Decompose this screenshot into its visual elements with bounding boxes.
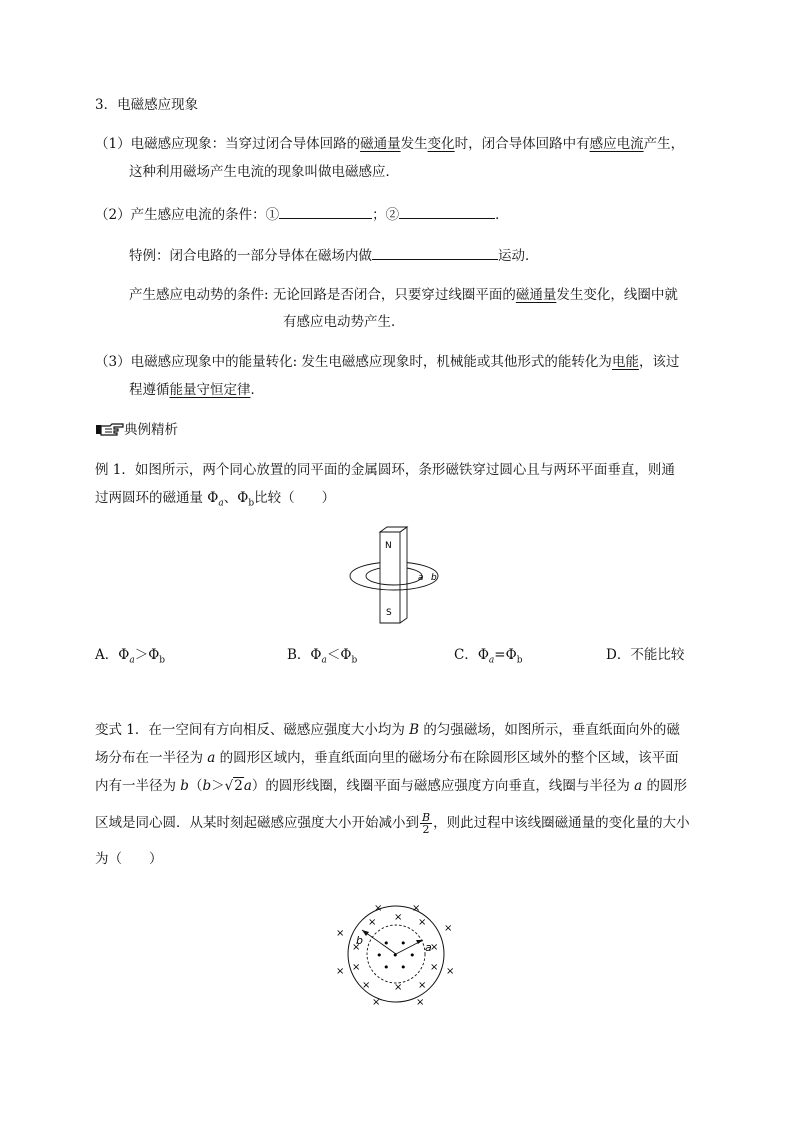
text: 电磁感应现象：当穿过闭合导体回路的 <box>130 136 361 152</box>
text: 运动． <box>498 248 539 264</box>
item-number: （2） <box>95 207 131 223</box>
svg-text:•: • <box>400 961 407 974</box>
emf-condition-line-2: 有感应电动势产生． <box>283 314 405 330</box>
underlined-term: 磁通量 <box>515 287 557 303</box>
svg-text:×: × <box>430 962 439 973</box>
text: ；② <box>372 207 400 223</box>
subscript: a <box>218 498 224 509</box>
underlined-term: 磁通量 <box>360 136 401 152</box>
examples-header-label: 典例精析 <box>124 422 178 438</box>
north-pole-label: N <box>385 541 392 551</box>
item-number: （3） <box>95 354 131 370</box>
underlined-term: 变化 <box>427 136 455 152</box>
svg-text:×: × <box>352 942 361 953</box>
paragraph-3-line-2 <box>129 381 264 399</box>
text: 发生 <box>400 136 428 152</box>
svg-text:•: • <box>383 937 390 950</box>
text: 产生感应电动势的条件: 无论回路是否闭合，只要穿过线圈平面的 <box>129 287 516 303</box>
svg-text:×: × <box>374 903 383 914</box>
svg-text:×: × <box>444 923 453 934</box>
svg-text:×: × <box>394 912 403 923</box>
fill-blank-2[interactable] <box>399 204 495 219</box>
svg-text:×: × <box>416 997 425 1008</box>
variant-1-line-5: 为（ ） <box>95 851 163 867</box>
magnetic-field-circles-figure <box>334 898 464 1013</box>
sqrt-expression: √2a <box>224 778 252 794</box>
text: 过两圆环的磁通量 Φ <box>95 490 219 506</box>
text: ． <box>250 382 264 398</box>
svg-text:×: × <box>430 942 439 953</box>
svg-text:×: × <box>368 917 377 928</box>
variant-1-line-1: 变式 1．在一空间有方向相反、磁感应强度大小均为 B 的匀强磁场，如图所示，垂直纸面向外的磁 <box>95 722 680 738</box>
option-b[interactable]: B．$\Phi_a<\Phi_b$ <box>287 647 358 666</box>
svg-text:×: × <box>372 997 381 1008</box>
section-heading: 3．电磁感应现象 <box>95 97 199 113</box>
magnet-rings-figure <box>344 526 446 626</box>
emf-condition-line-1 <box>129 286 678 304</box>
ring-a-label: a <box>418 573 424 583</box>
text: ． <box>495 207 509 223</box>
svg-text:×: × <box>418 917 427 928</box>
svg-text:•: • <box>400 937 407 950</box>
text: 产生感应电流的条件：① <box>130 207 280 223</box>
example-1-line-1: 例 1．如图所示，两个同心放置的同平面的金属圆环，条形磁铁穿过圆心且与两环平面垂直，则通 <box>95 462 675 478</box>
text: 比较（ ） <box>254 490 336 506</box>
variant-1-line-2: 场分布在一半径为 a 的圆形区域内，垂直纸面向里的磁场分布在除圆形区域外的整个区域，该平面 <box>95 750 679 766</box>
svg-text:×: × <box>336 928 345 939</box>
text: 、Φ <box>223 490 249 506</box>
variant-1-line-4: 区域是同心圆．从某时刻起磁感应强度大小开始减小到 $\frac{B}{2}$ ，则此过程中该线圈磁通量的变化量的大小 <box>95 811 690 836</box>
svg-text:×: × <box>412 903 421 914</box>
pointing-hand-icon <box>96 422 124 436</box>
underlined-term: 感应电流 <box>589 136 644 152</box>
svg-text:×: × <box>446 966 455 977</box>
paragraph-1-line-1 <box>95 135 684 153</box>
paragraph-2-line-1 <box>95 204 509 224</box>
svg-text:×: × <box>418 980 427 991</box>
svg-text:×: × <box>362 980 371 991</box>
fraction-b-over-2: $\frac{B}{2}$ <box>422 811 431 836</box>
text: ，该过 <box>638 354 680 370</box>
radius-a-label: a <box>425 941 432 954</box>
option-d[interactable]: D．不能比较 <box>606 647 685 663</box>
example-1-line-2 <box>95 489 335 513</box>
paragraph-3-line-1 <box>95 353 679 371</box>
underlined-term: 能量守恒定律 <box>169 382 251 398</box>
text: 特例：闭合电路的一部分导体在磁场内做 <box>129 248 372 264</box>
south-pole-label: S <box>386 608 392 618</box>
svg-text:•: • <box>409 949 416 962</box>
svg-text:•: • <box>383 961 390 974</box>
svg-text:×: × <box>352 962 361 973</box>
svg-text:×: × <box>394 982 403 993</box>
text: 电磁感应现象中的能量转化: 发生电磁感应现象时，机械能或其他形式的能转化为 <box>130 354 612 370</box>
text: 时，闭合导体回路中有 <box>454 136 590 152</box>
variant-1-line-3: 内有一半径为 b（b＞√2a）的圆形线圈，线圈平面与磁感应强度方向垂直，线圈与半径为 a 的圆形 <box>95 778 688 794</box>
text: 发生变化，线圈中就 <box>556 287 678 303</box>
option-a[interactable]: A．$\Phi_a>\Phi_b$ <box>95 647 166 666</box>
special-case-line <box>129 245 539 265</box>
text: 程遵循 <box>129 382 170 398</box>
fill-blank-3[interactable] <box>372 245 498 260</box>
examples-header <box>96 421 178 439</box>
text: 产生， <box>643 136 685 152</box>
item-number: （1） <box>95 136 131 152</box>
svg-text:•: • <box>376 949 383 962</box>
ring-b-label: b <box>431 573 437 583</box>
option-c[interactable]: C．$\Phi_a=\Phi_b$ <box>454 647 523 666</box>
underlined-term: 电能 <box>611 354 639 370</box>
svg-text:×: × <box>336 966 345 977</box>
fill-blank-1[interactable] <box>279 204 372 219</box>
svg-text:•: • <box>392 949 399 962</box>
field-out-dots <box>376 937 416 974</box>
paragraph-1-line-2: 这种利用磁场产生电流的现象叫做电磁感应． <box>129 164 399 180</box>
radius-b-label: b <box>356 934 363 947</box>
subscript: b <box>248 498 255 509</box>
